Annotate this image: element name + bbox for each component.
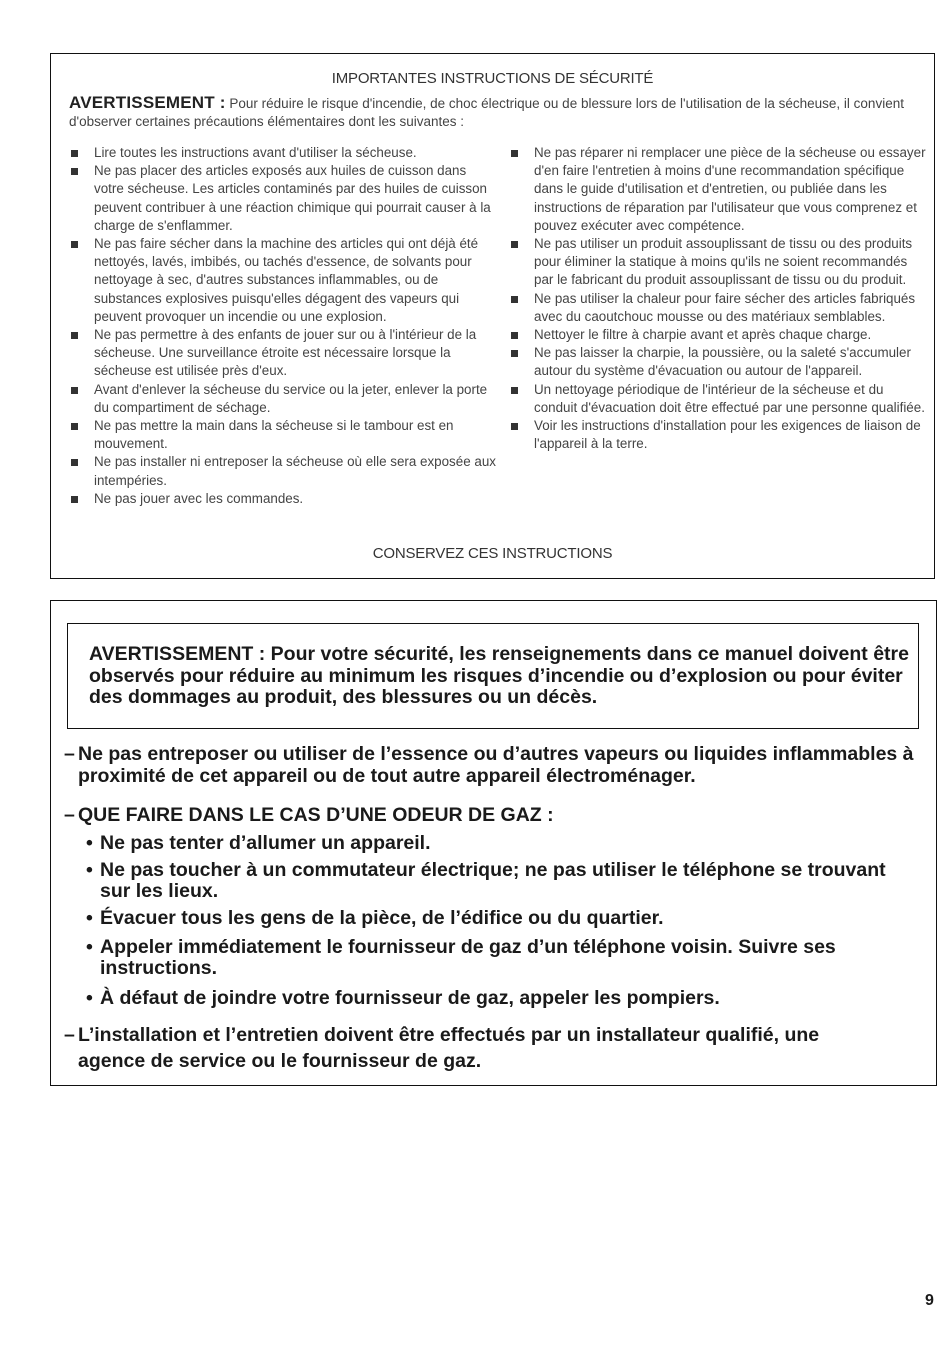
page-number: 9 [925, 1292, 934, 1309]
dash-marker: – [64, 804, 75, 826]
list-item: Avant d'enlever la sécheuse du service ou la jeter, enlever la porte du compartiment de séchage. [69, 381, 499, 417]
gas-warning-box [50, 600, 937, 1086]
square-bullet-icon [511, 296, 518, 303]
warning-label: AVERTISSEMENT : [69, 93, 226, 112]
list-item: Ne pas permettre à des enfants de jouer sur ou à l'intérieur de la sécheuse. Une surveillance étroite est nécessaire lorsque la sécheuse est utilisée près d'eux. [69, 326, 499, 381]
list-item: Ne pas mettre la main dans la sécheuse si le tambour est en mouvement. [69, 417, 499, 453]
list-item: Lire toutes les instructions avant d'utiliser la sécheuse. [69, 144, 499, 162]
safety-instructions-box [50, 53, 935, 579]
warning-inner-box [67, 623, 919, 729]
intro-text: Pour réduire le risque d'incendie, de choc électrique ou de blessure lors de l'utilisation de la sécheuse, il convient d'observer certaines précautions élémentaires dont les suivantes : [69, 96, 904, 129]
list-item: Voir les instructions d'installation pour les exigences de liaison de l'appareil à la terre. [509, 417, 929, 453]
square-bullet-icon [71, 150, 78, 157]
list-item: Ne pas placer des articles exposés aux huiles de cuisson dans votre sécheuse. Les articles contaminés par des huiles de cuisson peuvent contribuer à une réaction chimique qui pourrait causer à la charge de s'enflammer. [69, 162, 499, 235]
list-item: Ne pas laisser la charpie, la poussière, ou la saleté s'accumuler autour du système d'évacuation ou autour de l'appareil. [509, 344, 929, 380]
gas-item-odor-heading [64, 804, 919, 826]
list-item: Ne pas réparer ni remplacer une pièce de la sécheuse ou essayer d'en faire l'entretien à moins d'une recommandation spécifique dans le guide d'utilisation et d'entretien, ou publiée dans les instructions de réparation par l'utilisateur que vous comprenez et pouvez exécuter avec compétence. [509, 144, 929, 235]
bullet-dot-icon: • [86, 936, 93, 958]
gas-subitem: • Ne pas toucher à un commutateur électrique; ne pas utiliser le téléphone se trouvant sur les lieux. [86, 859, 886, 902]
gas-subitem: • Ne pas tenter d’allumer un appareil. [86, 832, 431, 854]
warning-text: AVERTISSEMENT : Pour votre sécurité, les renseignements dans ce manuel doivent être observés pour réduire au minimum les risques d’incendie ou d’explosion ou pour éviter des dommages au produit, des blessures ou un décès. [89, 643, 909, 708]
gas-subitem: • Appeler immédiatement le fournisseur de gaz d’un téléphone voisin. Suivre ses instructions. [86, 936, 836, 979]
square-bullet-icon [511, 241, 518, 248]
list-item: Ne pas utiliser la chaleur pour faire sécher des articles fabriqués avec du caoutchouc mousse ou des matériaux semblables. [509, 290, 929, 326]
dash-marker: – [64, 1024, 75, 1046]
gas-item-text: Ne pas entreposer ou utiliser de l’essence ou d’autres vapeurs ou liquides inflammables à proximité de cet appareil ou de tout autre appareil électroménager. [78, 743, 914, 787]
list-item: Nettoyer le filtre à charpie avant et après chaque charge. [509, 326, 929, 344]
square-bullet-icon [71, 496, 78, 503]
safety-footer: CONSERVEZ CES INSTRUCTIONS [372, 545, 613, 562]
left-instructions-list [69, 144, 499, 508]
square-bullet-icon [71, 459, 78, 466]
square-bullet-icon [511, 423, 518, 430]
gas-subitem: • Évacuer tous les gens de la pièce, de l’édifice ou du quartier. [86, 907, 664, 929]
gas-item-text: L’installation et l’entretien doivent être effectués par un installateur qualifié, une agence de service ou le fournisseur de gaz. [78, 1024, 820, 1072]
square-bullet-icon [511, 150, 518, 157]
list-item: Un nettoyage périodique de l'intérieur de la sécheuse et du conduit d'évacuation doit être effectué par une personne qualifiée. [509, 381, 929, 417]
square-bullet-icon [511, 350, 518, 357]
gas-item-no-storage [64, 743, 919, 787]
gas-subitem: • À défaut de joindre votre fournisseur de gaz, appeler les pompiers. [86, 987, 720, 1009]
bullet-dot-icon: • [86, 859, 93, 881]
list-item: Ne pas utiliser un produit assouplissant de tissu ou des produits pour éliminer la statique à moins qu'ils ne soient recommandés par le fabricant du produit assouplissant de tissu ou du produit. [509, 235, 929, 290]
square-bullet-icon [71, 387, 78, 394]
bullet-dot-icon: • [86, 907, 93, 929]
square-bullet-icon [511, 387, 518, 394]
dash-marker: – [64, 743, 75, 765]
safety-title: IMPORTANTES INSTRUCTIONS DE SÉCURITÉ [331, 70, 654, 87]
square-bullet-icon [71, 332, 78, 339]
list-item: Ne pas jouer avec les commandes. [69, 490, 499, 508]
square-bullet-icon [71, 423, 78, 430]
list-item: Ne pas faire sécher dans la machine des articles qui ont déjà été nettoyés, lavés, imbibés, ou tachés d'essence, de solvants pour nettoyage à sec, d'autres substances inflammables, ou de substances explosives puisqu'elles dégagent des vapeurs qui peuvent provoquer un incendie ou une explosion. [69, 235, 499, 326]
gas-item-text: QUE FAIRE DANS LE CAS D’UNE ODEUR DE GAZ : [78, 804, 554, 826]
list-item: Ne pas installer ni entreposer la sécheuse où elle sera exposée aux intempéries. [69, 453, 499, 489]
right-instructions-list [509, 144, 929, 453]
safety-intro [69, 94, 920, 131]
square-bullet-icon [71, 168, 78, 175]
square-bullet-icon [511, 332, 518, 339]
bullet-dot-icon: • [86, 832, 93, 854]
gas-item-installation [64, 1022, 864, 1074]
bullet-dot-icon: • [86, 987, 93, 1009]
square-bullet-icon [71, 241, 78, 248]
